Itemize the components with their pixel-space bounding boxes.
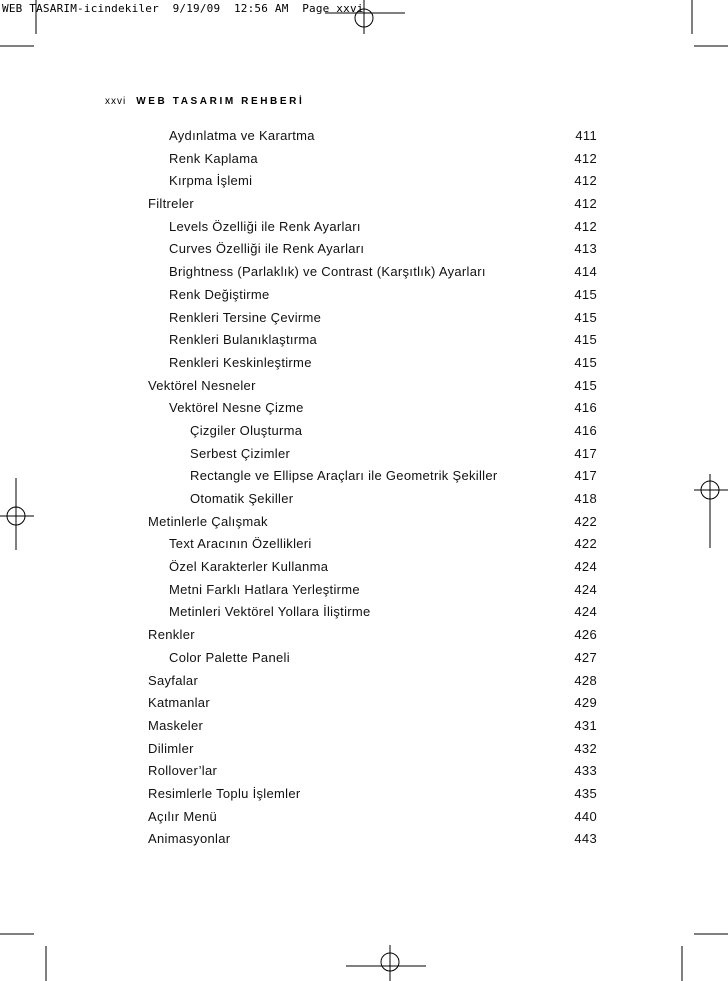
toc-entry-title: Açılır Menü [148, 808, 218, 824]
toc-entry-page: 412 [574, 196, 597, 212]
toc-entry [0, 216, 728, 239]
toc-entry [0, 760, 728, 783]
toc-entry [0, 238, 728, 261]
toc-entry-title: Vektörel Nesneler [148, 377, 256, 393]
toc-entry-page: 417 [574, 468, 597, 484]
toc-entry-title: Renkleri Bulanıklaştırma [169, 332, 318, 348]
toc-entry [0, 375, 728, 398]
toc-entry [0, 579, 728, 602]
toc-entry-title: Rectangle ve Ellipse Araçları ile Geometrik Şekiller [190, 468, 498, 484]
book-title: WEB TASARIM REHBERİ [136, 96, 305, 107]
toc-entry [0, 806, 728, 829]
toc-entry-page: 416 [574, 400, 597, 416]
toc-entry-title: Filtreler [148, 196, 195, 212]
toc-entry [0, 738, 728, 761]
toc-entry-title: Kırpma İşlemi [169, 173, 253, 189]
toc-entry-page: 412 [574, 173, 597, 189]
toc-entry-page: 426 [574, 627, 597, 643]
toc-entry [0, 488, 728, 511]
toc-entry-title: Renkler [148, 627, 195, 643]
running-head [105, 96, 304, 107]
toc-entry-title: Özel Karakterler Kullanma [169, 559, 329, 575]
toc-entry [0, 170, 728, 193]
toc-entry-page: 415 [574, 354, 597, 370]
toc-entry-page: 424 [574, 604, 597, 620]
toc-entry-title: Otomatik Şekiller [190, 491, 294, 506]
print-slug: WEB TASARIM-icindekiler 9/19/09 12:56 AM Page xxvi [2, 2, 364, 15]
toc-entry-title: Curves Özelliği ile Renk Ayarları [169, 241, 365, 257]
toc-entry-page: 417 [574, 445, 597, 461]
toc-entry-page: 415 [574, 309, 597, 325]
toc-entry-page: 443 [574, 831, 597, 847]
toc-entry-title: Animasyonlar [148, 831, 231, 847]
toc-entry-title: Renk Değiştirme [169, 286, 270, 302]
toc-entry-page: 411 [575, 128, 597, 143]
toc-entry-title: Resimlerle Toplu İşlemler [148, 785, 301, 801]
toc-entry-page: 415 [574, 332, 597, 348]
toc-entry-title: Maskeler [148, 717, 204, 733]
toc-entry [0, 647, 728, 670]
toc-entry-page: 424 [574, 559, 597, 575]
toc-entry-page: 431 [574, 717, 597, 733]
toc-entry [0, 420, 728, 443]
toc-entry-title: Rollover’lar [148, 763, 218, 779]
toc-entry-page: 412 [574, 150, 597, 166]
toc-entry-page: 435 [574, 785, 597, 801]
toc-entry [0, 397, 728, 420]
toc-entry-page: 424 [574, 581, 597, 597]
toc-entry-title: Serbest Çizimler [190, 445, 291, 461]
toc-entry-title: Sayfalar [148, 672, 199, 688]
toc-entry [0, 329, 728, 352]
toc-entry-title: Dilimler [148, 740, 194, 756]
toc-entry-page: 418 [574, 491, 597, 506]
toc-entry-page: 428 [574, 672, 597, 688]
toc-entry-title: Renkleri Tersine Çevirme [169, 309, 322, 325]
toc-entry-title: Renk Kaplama [169, 150, 258, 166]
toc-entry-page: 427 [574, 649, 597, 665]
toc-entry-title: Vektörel Nesne Çizme [169, 400, 304, 416]
toc-entry-page: 414 [574, 264, 597, 280]
toc-entry-title: Metni Farklı Hatlara Yerleştirme [169, 581, 360, 597]
toc-entry-title: Levels Özelliği ile Renk Ayarları [169, 218, 361, 234]
toc-entry [0, 307, 728, 330]
toc-entry-page: 413 [574, 241, 597, 257]
toc-entry [0, 533, 728, 556]
toc-entry-title: Çizgiler Oluşturma [190, 422, 303, 438]
toc-entry-title: Metinlerle Çalışmak [148, 513, 268, 529]
toc-entry [0, 125, 728, 148]
toc-entry [0, 692, 728, 715]
toc-entry [0, 148, 728, 171]
toc-entry [0, 284, 728, 307]
toc-entry-title: Brightness (Parlaklık) ve Contrast (Karşıtlık) Ayarları [169, 264, 486, 280]
toc-entry-page: 412 [574, 218, 597, 234]
toc-entry [0, 261, 728, 284]
toc-entry-title: Renkleri Keskinleştirme [169, 354, 312, 370]
toc-entry-page: 440 [574, 808, 597, 824]
toc-entry-page: 432 [574, 740, 597, 756]
toc-entry-page: 415 [574, 377, 597, 393]
page-number: xxvi [105, 96, 127, 107]
toc-entry [0, 783, 728, 806]
toc-entry [0, 601, 728, 624]
toc-entry [0, 556, 728, 579]
toc-entry [0, 624, 728, 647]
toc-entry-title: Katmanlar [148, 695, 210, 711]
toc-entry-title: Metinleri Vektörel Yollara İliştirme [169, 604, 371, 620]
toc-entry-page: 416 [574, 422, 597, 438]
toc-entry-page: 429 [574, 695, 597, 711]
toc-entry [0, 443, 728, 466]
toc-entry-page: 415 [574, 286, 597, 302]
toc-entry [0, 670, 728, 693]
toc-entry-title: Color Palette Paneli [169, 649, 290, 665]
toc-entry-page: 422 [574, 536, 597, 552]
toc-entry [0, 465, 728, 488]
toc-entry [0, 511, 728, 534]
toc-entry-page: 433 [574, 763, 597, 779]
toc-entry-title: Text Aracının Özellikleri [169, 536, 312, 552]
table-of-contents [0, 125, 728, 851]
toc-entry [0, 352, 728, 375]
toc-entry [0, 715, 728, 738]
toc-entry-page: 422 [574, 513, 597, 529]
toc-entry [0, 828, 728, 851]
toc-entry [0, 193, 728, 216]
toc-entry-title: Aydınlatma ve Karartma [169, 128, 315, 143]
